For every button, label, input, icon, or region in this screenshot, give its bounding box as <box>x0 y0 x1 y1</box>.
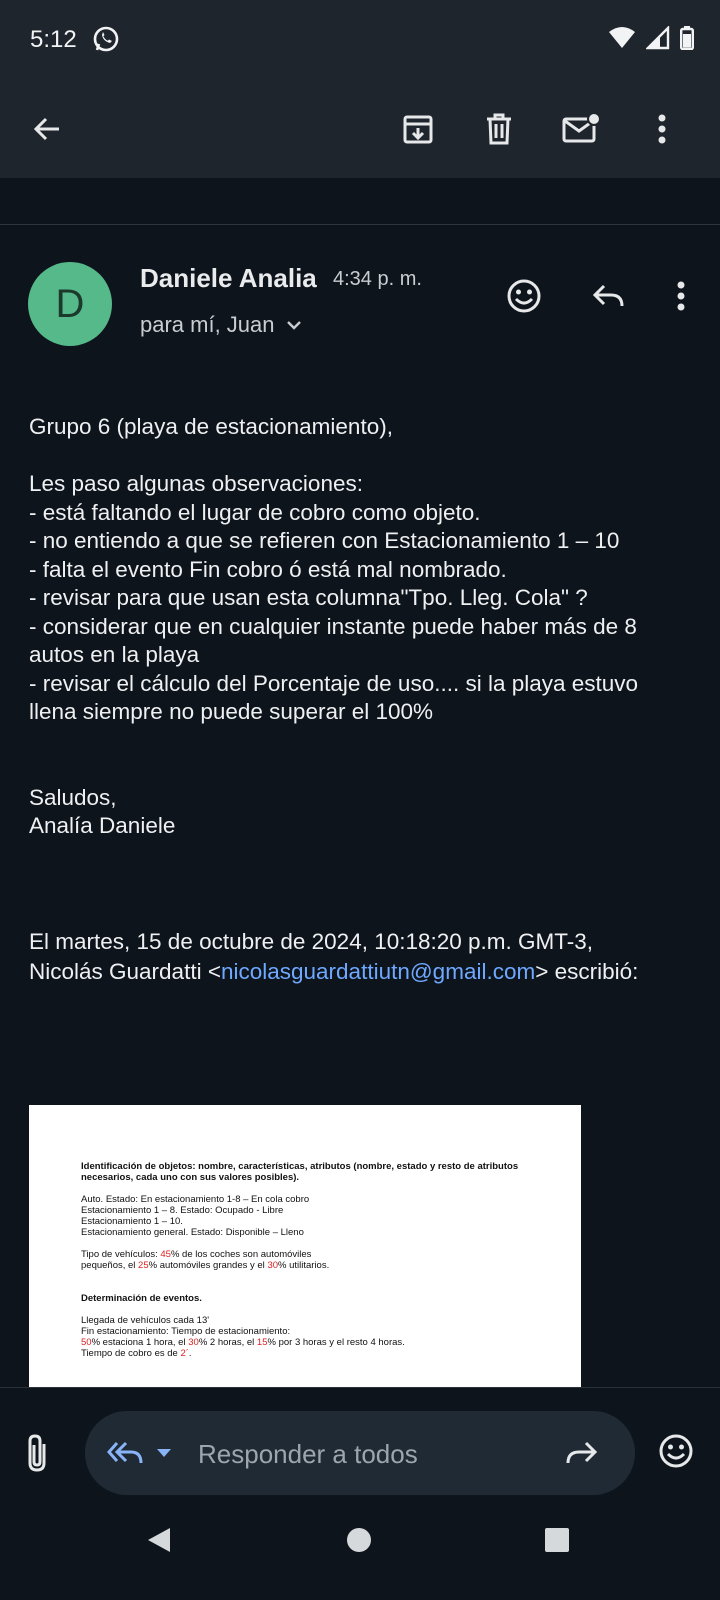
doc-percent: 15 <box>256 1337 268 1348</box>
body-line: autos en la playa <box>29 642 200 667</box>
body-line: Les paso algunas observaciones: <box>29 471 363 496</box>
quote-author-line <box>29 957 709 987</box>
doc-line: Auto. Estado: En estacionamiento 1-8 – En cola cobro <box>81 1194 310 1205</box>
quote-date-line: El martes, 15 de octubre de 2024, 10:18:20 p.m. GMT-3, <box>29 929 594 954</box>
body-line: - revisar el cálculo del Porcentaje de uso.... si la playa estuvo <box>29 670 639 696</box>
body-line <box>29 442 699 471</box>
delete-button[interactable] <box>472 102 526 156</box>
doc-text: % 2 horas, el <box>198 1337 257 1348</box>
doc-events-heading: Determinación de eventos. <box>81 1293 202 1304</box>
forward-icon <box>565 1439 599 1467</box>
sender-name: Daniele Analia <box>140 263 317 293</box>
mark-unread-button[interactable] <box>554 102 608 156</box>
battery-icon <box>680 26 694 50</box>
nav-back-button[interactable] <box>144 1525 174 1560</box>
doc-vehicles-line1 <box>81 1249 521 1260</box>
message-more-button[interactable] <box>657 272 705 320</box>
doc-vehicles-line2 <box>81 1260 521 1271</box>
body-line: Analía Daniele <box>29 813 176 838</box>
react-button[interactable] <box>500 272 548 320</box>
doc-percent: 50 <box>81 1337 92 1348</box>
more-vert-icon <box>657 113 667 145</box>
doc-percent: 30 <box>267 1260 279 1271</box>
forward-button[interactable] <box>565 1439 599 1472</box>
doc-percent: 30 <box>188 1337 199 1348</box>
doc-times-line <box>81 1337 521 1348</box>
doc-text: % utilitarios. <box>278 1260 330 1271</box>
avatar[interactable]: D <box>28 262 112 346</box>
doc-cobro-line <box>81 1348 521 1359</box>
nav-home-icon <box>345 1526 373 1554</box>
body-line: - falta el evento Fin cobro ó está mal nombrado. <box>29 556 507 582</box>
reply-all-bar[interactable] <box>85 1411 635 1495</box>
reply-button[interactable] <box>584 272 632 320</box>
doc-text: . <box>188 1348 192 1359</box>
mark-unread-icon <box>561 112 601 146</box>
attachment-document <box>81 1161 521 1359</box>
doc-percent: 25 <box>138 1260 149 1271</box>
whatsapp-icon <box>92 25 120 53</box>
message-body <box>29 413 699 841</box>
more-options-button[interactable] <box>635 102 689 156</box>
quote-suffix: > escribió: <box>535 959 639 984</box>
recipients-label: para mí, Juan <box>140 312 275 337</box>
body-line: Saludos, <box>29 784 117 810</box>
emoji-reaction-button[interactable] <box>658 1433 698 1473</box>
doc-text: % de los coches son automóviles <box>170 1249 312 1260</box>
divider <box>0 1387 720 1388</box>
doc-value: 2´ <box>180 1348 189 1359</box>
doc-percent: 45 <box>160 1249 171 1260</box>
reply-all-icon <box>107 1439 173 1467</box>
attachment-image[interactable] <box>29 1105 581 1387</box>
body-line: Grupo 6 (playa de estacionamiento), <box>29 414 393 439</box>
doc-text: Tipo de vehículos: <box>81 1249 161 1260</box>
emoji-icon <box>506 278 542 314</box>
body-line <box>29 727 699 756</box>
recipients-toggle[interactable] <box>140 312 303 338</box>
quote-email-link[interactable]: nicolasguardattiutn@gmail.com <box>220 959 536 984</box>
nav-back-icon <box>144 1525 174 1555</box>
doc-line: Estacionamiento 1 – 8. Estado: Ocupado - Libre <box>81 1205 284 1216</box>
doc-text: % automóviles grandes y el <box>148 1260 268 1271</box>
chevron-down-icon <box>285 319 303 331</box>
body-line: - no entiendo a que se refieren con Estacionamiento 1 – 10 <box>29 528 620 553</box>
doc-line: Estacionamiento general. Estado: Disponible – Lleno <box>81 1227 304 1238</box>
signal-icon <box>646 26 670 50</box>
more-vert-icon <box>676 280 686 312</box>
body-line: - está faltando el lugar de cobro como objeto. <box>29 499 481 525</box>
divider <box>0 224 720 225</box>
arrow-back-icon <box>31 113 63 145</box>
doc-heading: Identificación de objetos: nombre, características, atributos (nombre, estado y resto de atributos necesarios, cada uno con sus valores posibles). <box>81 1161 519 1183</box>
doc-text: pequeños, el <box>81 1260 139 1271</box>
body-line <box>29 755 699 784</box>
status-bar <box>0 0 720 80</box>
delete-icon <box>484 112 514 146</box>
system-nav-bar <box>0 1510 720 1600</box>
attach-button[interactable] <box>22 1432 62 1476</box>
nav-recents-button[interactable] <box>544 1527 570 1558</box>
reply-placeholder: Responder a todos <box>198 1439 418 1469</box>
doc-text: Tiempo de cobro es de <box>81 1348 181 1359</box>
doc-line: Estacionamiento 1 – 10. <box>81 1216 183 1227</box>
reply-mode-dropdown[interactable] <box>107 1439 173 1472</box>
wifi-icon <box>608 26 636 50</box>
nav-home-button[interactable] <box>345 1526 373 1559</box>
doc-line: Fin estacionamiento: Tiempo de estacionamiento: <box>81 1326 291 1337</box>
archive-button[interactable] <box>391 102 445 156</box>
emoji-icon <box>658 1433 694 1469</box>
body-line: - considerar que en cualquier instante puede haber más de 8 <box>29 613 637 639</box>
doc-text: % estaciona 1 hora, el <box>91 1337 189 1348</box>
attachment-icon <box>22 1432 52 1474</box>
quote-author: Nicolás Guardatti < <box>29 959 221 984</box>
body-line: - revisar para que usan esta columna"Tpo. Lleg. Cola" ? <box>29 585 588 610</box>
sent-time: 4:34 p. m. <box>333 268 422 290</box>
back-button[interactable] <box>20 102 74 156</box>
archive-icon <box>401 112 435 146</box>
quote-header <box>29 927 709 987</box>
body-line: llena siempre no puede superar el 100% <box>29 699 434 724</box>
status-time: 5:12 <box>30 26 77 53</box>
doc-text: % por 3 horas y el resto 4 horas. <box>267 1337 405 1348</box>
doc-line: Llegada de vehículos cada 13' <box>81 1315 210 1326</box>
nav-recents-icon <box>544 1527 570 1553</box>
reply-icon <box>591 282 625 310</box>
toolbar <box>0 80 720 178</box>
